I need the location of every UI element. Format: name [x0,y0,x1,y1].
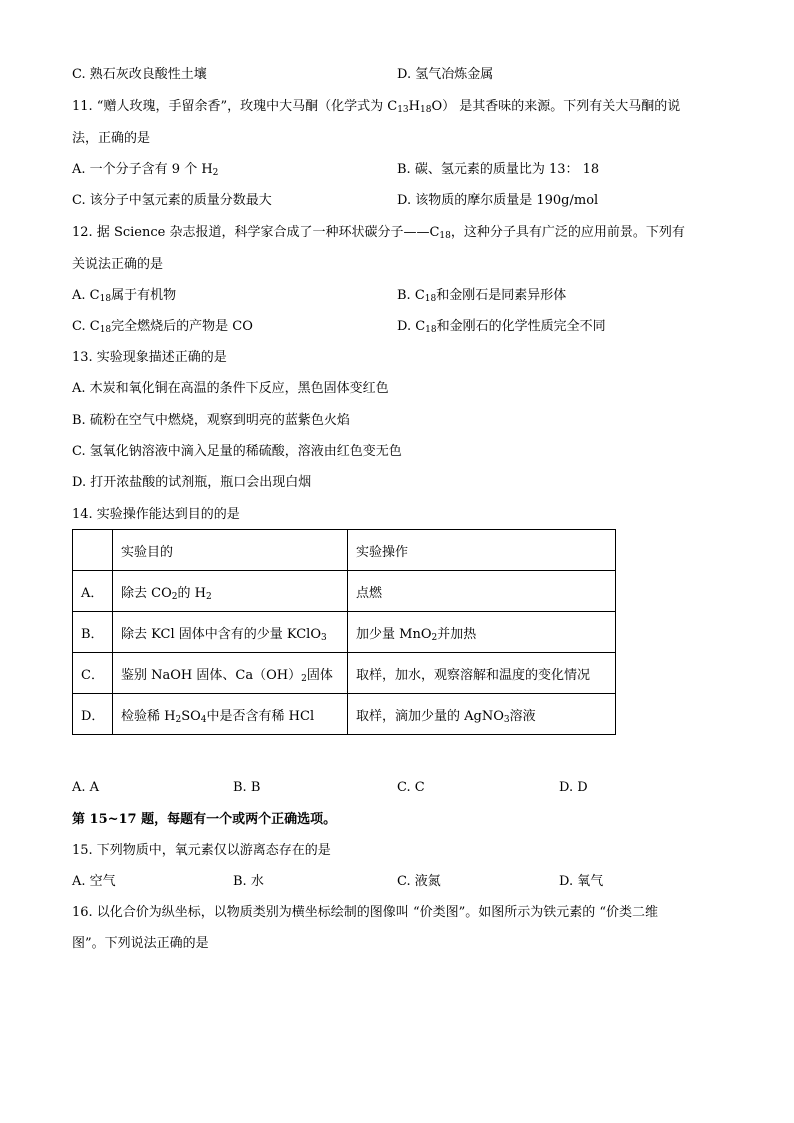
section-heading: 第 15~17 题，每题有一个或两个正确选项。 [72,812,337,827]
experiment-table [72,529,616,735]
option-q11-a: A. 一个分子含有 9 个 $H_2$ [72,162,219,178]
row-label: D． [73,694,113,735]
row-purpose: 检验稀 $H_2SO_4$中是否含有稀 HCl [113,694,348,735]
question-13-stem: 13. 实验现象描述正确的是 [72,350,227,365]
option-q12-d: D. $C_{18}$和金刚石的化学性质完全不同 [397,319,606,335]
row-purpose: 鉴别 NaOH 固体、$Ca(OH)_2$固体 [113,653,348,694]
option-q11-c: C. 该分子中氢元素的质量分数最大 [72,193,272,208]
question-11-stem: 11. “赠人玫瑰，手留余香”，玫瑰中大马酮（化学式为 $C_{13}H_{18}O$） 是其香味的来源。下列有关大马酮的说 [72,99,681,115]
row-purpose: 除去 KCl 固体中含有的少量 KClO$_3$ [113,612,348,653]
table-cell [73,530,113,571]
option-q14-d: D. D [559,780,588,795]
table-row [73,653,616,694]
option-q13-b: B. 硫粉在空气中燃烧，观察到明亮的蓝紫色火焰 [72,413,350,428]
question-11-stem-cont: 法，正确的是 [72,131,151,146]
option-q11-b: B. 碳、氢元素的质量比为 13： 18 [397,162,600,177]
option-q15-c: C. 液氮 [397,874,441,889]
option-q15-b: B. 水 [233,874,264,889]
row-operation: 取样，滴加少量的 AgNO$_3$溶液 [348,694,616,735]
table-row [73,694,616,735]
row-operation: 点燃 [348,571,616,612]
row-purpose: 除去 $CO_2$的 $H_2$ [113,571,348,612]
table-header-row [73,530,616,571]
row-label: A． [73,571,113,612]
question-12-stem: 12. 据 Science 杂志报道，科学家合成了一种环状碳分子$——C_{18}$，这种分子具有广泛的应用前景。下列有 [72,225,685,241]
question-12-stem-cont: 关说法正确的是 [72,257,164,272]
option-q14-a: A. A [72,780,100,795]
option-q13-d: D. 打开浓盐酸的试剂瓶，瓶口会出现白烟 [72,475,312,490]
table-row [73,571,616,612]
question-15-stem: 15. 下列物质中，氧元素仅以游离态存在的是 [72,843,331,858]
option-q12-c: C. $C_{18}$完全燃烧后的产物是 CO [72,319,253,335]
question-16-stem: 16. 以化合价为纵坐标，以物质类别为横坐标绘制的图像叫 “价类图”。如图所示为铁元素的 “价类二维 [72,905,659,920]
table-header-operation: 实验操作 [348,530,616,571]
option-q12-a: A. $C_{18}$属于有机物 [72,288,177,304]
table-row [73,612,616,653]
row-operation: 加少量 MnO$_2$并加热 [348,612,616,653]
option-q12-b: B. $C_{18}$和金刚石是同素异形体 [397,288,567,304]
question-16-stem-cont: 图”。下列说法正确的是 [72,936,209,951]
option-q15-d: D. 氧气 [559,874,604,889]
row-label: C． [73,653,113,694]
option-q14-b: B. B [233,780,261,795]
row-operation: 取样，加水，观察溶解和温度的变化情况 [348,653,616,694]
option-q10-d: D. 氢气冶炼金属 [397,67,494,82]
option-q13-a: A. 木炭和氧化铜在高温的条件下反应，黑色固体变红色 [72,381,389,396]
question-14-stem: 14. 实验操作能达到目的的是 [72,507,240,522]
option-q10-c: C. 熟石灰改良酸性土壤 [72,67,207,82]
row-label: B． [73,612,113,653]
option-q14-c: C. C [397,780,425,795]
option-q13-c: C. 氢氧化钠溶液中滴入足量的稀硫酸，溶液由红色变无色 [72,444,402,459]
table-header-purpose: 实验目的 [113,530,348,571]
option-q15-a: A. 空气 [72,874,116,889]
option-q11-d: D. 该物质的摩尔质量是 190g/mol [397,193,599,208]
